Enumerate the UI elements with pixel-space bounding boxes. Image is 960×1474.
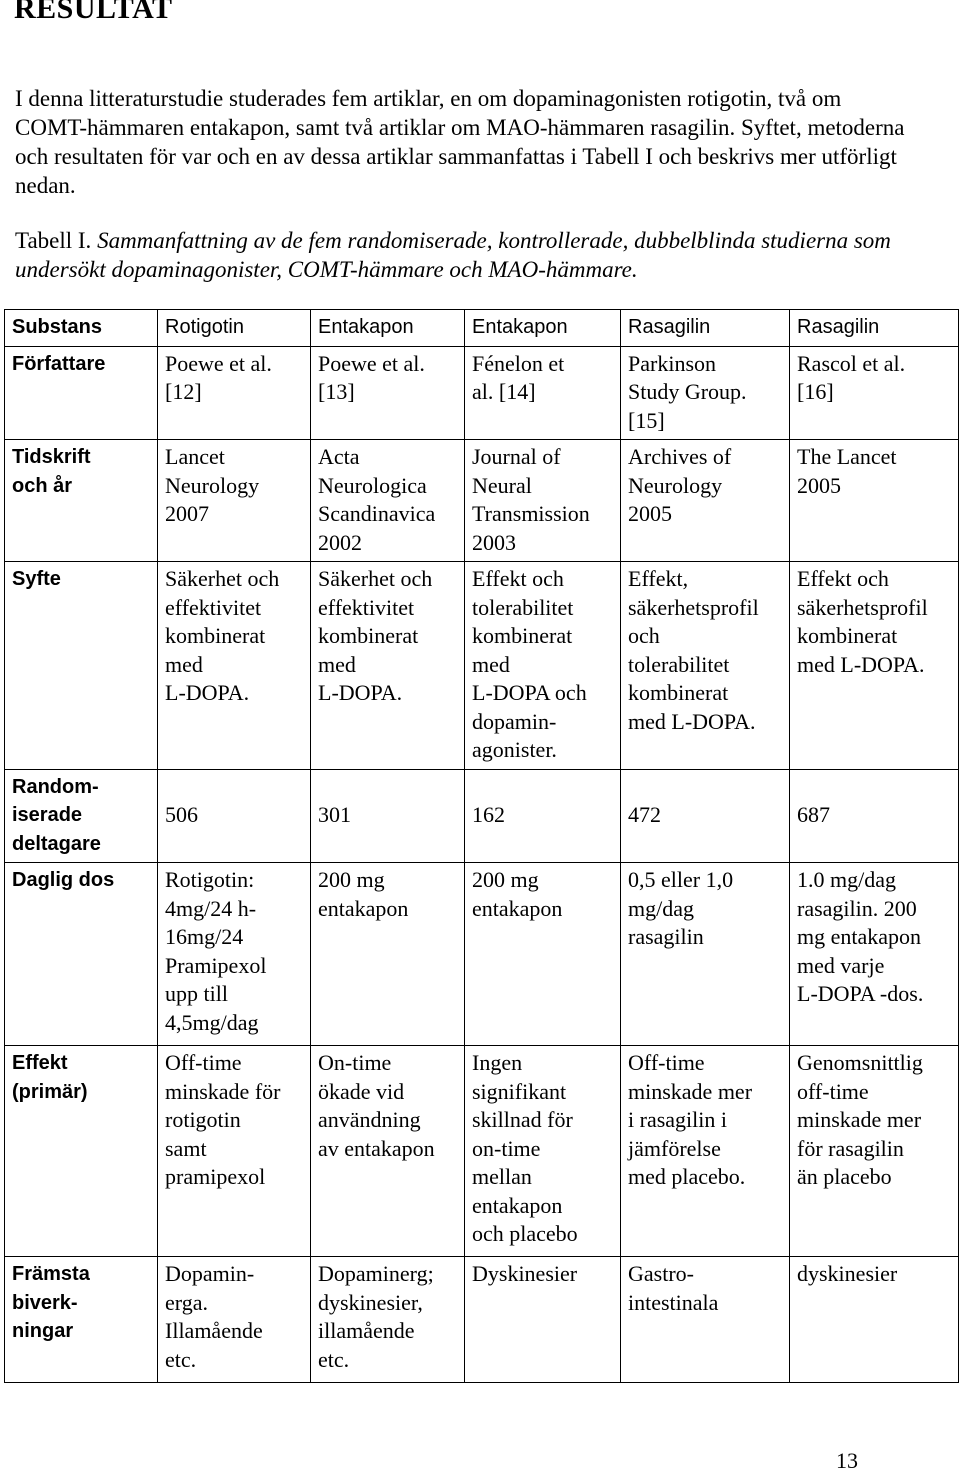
table-cell: 1.0 mg/dag rasagilin. 200 mg entakapon med varje L-DOPA -dos. xyxy=(790,863,959,1046)
table-row xyxy=(5,562,959,770)
table-cell: Gastro- intestinala xyxy=(621,1257,790,1383)
table-cell: 0,5 eller 1,0 mg/dag rasagilin xyxy=(621,863,790,1046)
table-cell: 162 xyxy=(465,769,621,863)
table-header-row xyxy=(5,310,959,347)
table-cell: Poewe et al. [12] xyxy=(158,346,311,440)
header-cell: Entakapon xyxy=(465,310,621,347)
table-cell: Effekt och säkerhetsprofil kombinerat med L-DOPA. xyxy=(790,562,959,770)
table-cell: Genomsnittlig off-time minskade mer för rasagilin än placebo xyxy=(790,1046,959,1257)
row-label: Författare xyxy=(5,346,158,440)
table-cell: Fénelon et al. [14] xyxy=(465,346,621,440)
row-label: Främsta biverk- ningar xyxy=(5,1257,158,1383)
table-cell: Dopaminerg; dyskinesier, illamående etc. xyxy=(311,1257,465,1383)
table-cell: Effekt och tolerabilitet kombinerat med L-DOPA och dopamin- agonister. xyxy=(465,562,621,770)
table-cell: 687 xyxy=(790,769,959,863)
row-label: Random- iserade deltagare xyxy=(5,769,158,863)
table-row xyxy=(5,440,959,562)
table-cell: Rascol et al. [16] xyxy=(790,346,959,440)
table-row xyxy=(5,1046,959,1257)
page-number: 13 xyxy=(836,1448,858,1473)
row-label: Effekt (primär) xyxy=(5,1046,158,1257)
header-cell: Substans xyxy=(5,310,158,347)
table-caption xyxy=(15,226,925,284)
table-cell: Lancet Neurology 2007 xyxy=(158,440,311,562)
table-cell: Säkerhet och effektivitet kombinerat med L-DOPA. xyxy=(311,562,465,770)
header-cell: Rasagilin xyxy=(621,310,790,347)
row-label: Daglig dos xyxy=(5,863,158,1046)
caption-label: Tabell I. xyxy=(15,228,92,253)
table-cell: Effekt, säkerhetsprofil och tolerabilitet kombinerat med L-DOPA. xyxy=(621,562,790,770)
header-cell: Rasagilin xyxy=(790,310,959,347)
table-cell: Off-time minskade mer i rasagilin i jämförelse med placebo. xyxy=(621,1046,790,1257)
table-cell: 301 xyxy=(311,769,465,863)
table-cell: Archives of Neurology 2005 xyxy=(621,440,790,562)
table-cell: 506 xyxy=(158,769,311,863)
table-cell: Ingen signifikant skillnad för on-time mellan entakapon och placebo xyxy=(465,1046,621,1257)
table-cell: dyskinesier xyxy=(790,1257,959,1383)
header-cell: Entakapon xyxy=(311,310,465,347)
table-cell: Poewe et al. [13] xyxy=(311,346,465,440)
table-cell: Dopamin- erga. Illamående etc. xyxy=(158,1257,311,1383)
table-cell: Acta Neurologica Scandinavica 2002 xyxy=(311,440,465,562)
table-cell: On-time ökade vid användning av entakapon xyxy=(311,1046,465,1257)
table-row xyxy=(5,863,959,1046)
header-cell: Rotigotin xyxy=(158,310,311,347)
row-label: Tidskrift och år xyxy=(5,440,158,562)
row-label: Syfte xyxy=(5,562,158,770)
table-cell: Off-time minskade för rotigotin samt pramipexol xyxy=(158,1046,311,1257)
intro-paragraph: I denna litteraturstudie studerades fem artiklar, en om dopaminagonisten rotigotin, två om COMT-hämmaren entakapon, samt två artiklar om MAO-hämmaren rasagilin. Syftet, metoderna och resultaten för var och en av dessa artiklar sammanfattas i Tabell I och beskrivs mer utförligt nedan. xyxy=(15,86,905,198)
table-row xyxy=(5,769,959,863)
table-cell: 472 xyxy=(621,769,790,863)
page-heading: RESULTAT xyxy=(14,0,173,25)
table-row xyxy=(5,346,959,440)
table-cell: Dyskinesier xyxy=(465,1257,621,1383)
table-cell: Säkerhet och effektivitet kombinerat med L-DOPA. xyxy=(158,562,311,770)
table-cell: 200 mg entakapon xyxy=(311,863,465,1046)
table-cell: Rotigotin: 4mg/24 h- 16mg/24 Pramipexol upp till 4,5mg/dag xyxy=(158,863,311,1046)
table-row xyxy=(5,1257,959,1383)
table-cell: The Lancet 2005 xyxy=(790,440,959,562)
table-cell: Parkinson Study Group. [15] xyxy=(621,346,790,440)
table-cell: 200 mg entakapon xyxy=(465,863,621,1046)
summary-table xyxy=(4,309,959,1383)
table-cell: Journal of Neural Transmission 2003 xyxy=(465,440,621,562)
caption-text: Sammanfattning av de fem randomiserade, kontrollerade, dubbelblinda studierna som undersökt dopaminagonister, COMT-hämmare och MAO-hämmare. xyxy=(15,228,891,282)
